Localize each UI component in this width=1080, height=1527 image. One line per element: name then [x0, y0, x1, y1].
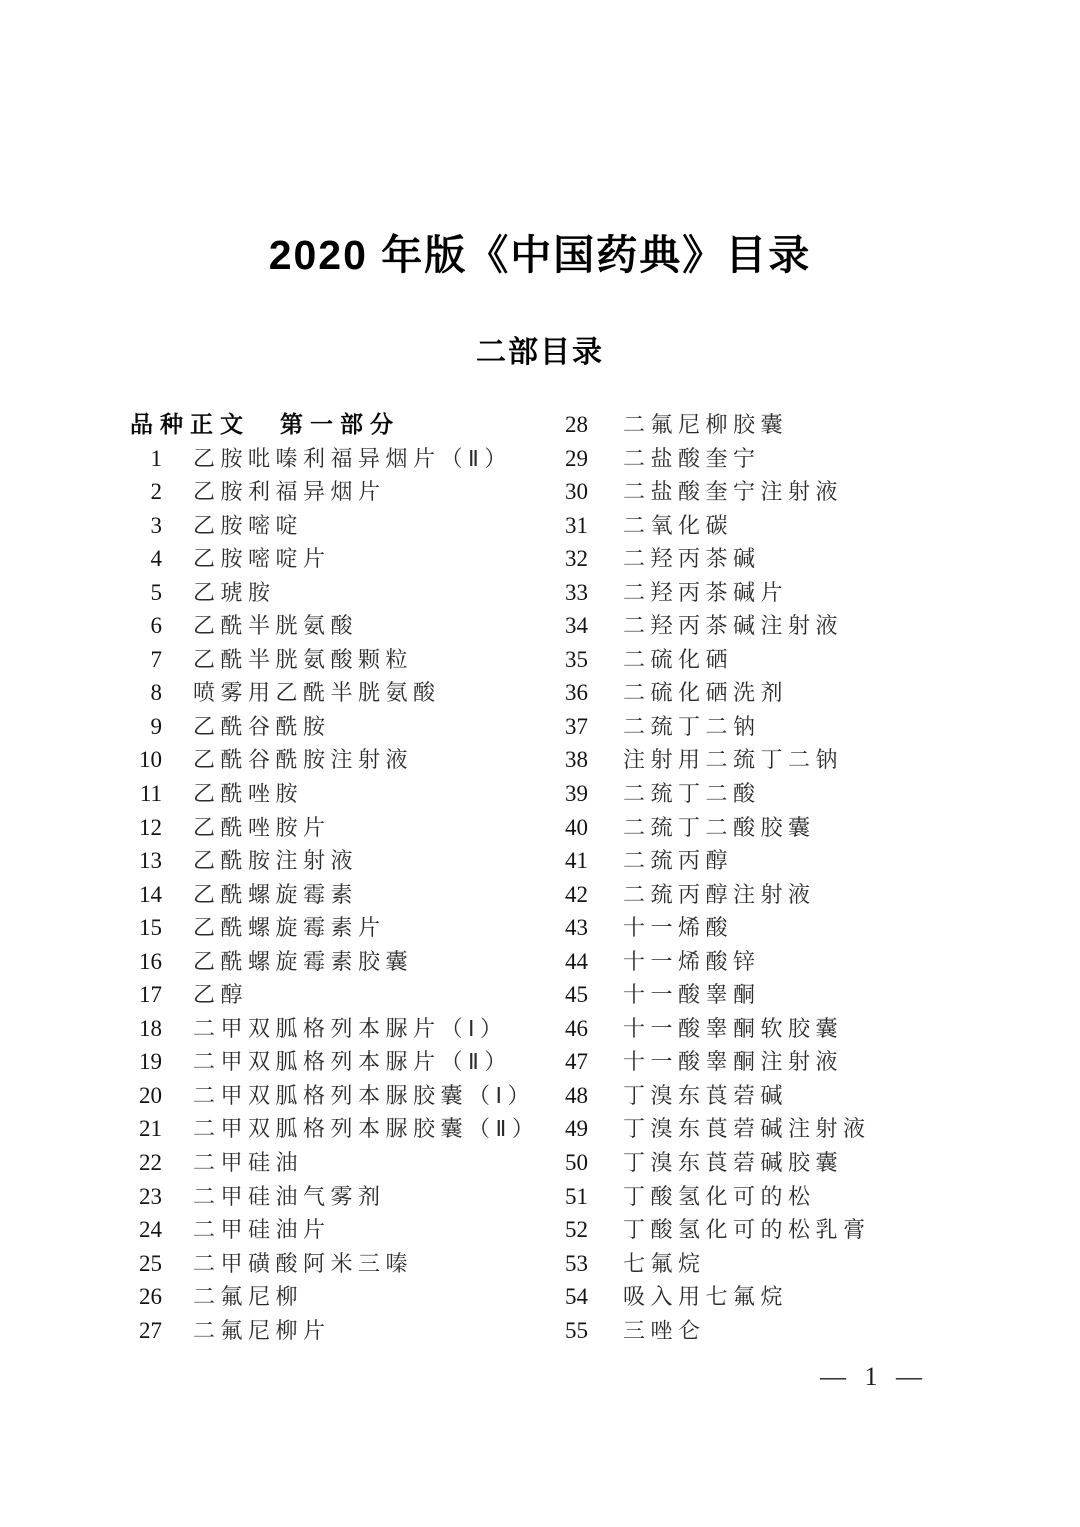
toc-item — [556, 777, 986, 811]
item-number: 33 — [565, 579, 588, 605]
item-number: 16 — [139, 948, 162, 974]
item-name: 丁溴东莨菪碱注射液 — [623, 1116, 871, 1142]
toc-item — [130, 676, 560, 710]
item-name: 二甲硅油气雾剂 — [193, 1183, 386, 1209]
item-name: 喷雾用乙酰半胱氨酸 — [193, 680, 441, 706]
toc-item — [130, 978, 560, 1012]
item-name: 乙醇 — [193, 982, 249, 1008]
item-name: 乙胺利福异烟片 — [193, 479, 386, 505]
item-name: 三唑仑 — [623, 1317, 706, 1343]
item-name: 二甲双胍格列本脲片（Ⅱ） — [193, 1049, 512, 1075]
item-name: 乙酰半胱氨酸颗粒 — [193, 646, 414, 672]
toc-item — [556, 1280, 986, 1314]
toc-item — [556, 978, 986, 1012]
toc-item — [556, 878, 986, 912]
item-name: 十一酸睾酮软胶囊 — [623, 1015, 844, 1041]
toc-item — [130, 542, 560, 576]
toc-item — [130, 1012, 560, 1046]
item-number: 6 — [150, 613, 162, 639]
item-number: 29 — [565, 445, 588, 471]
toc-item — [130, 1213, 560, 1247]
item-name: 二羟丙茶碱 — [623, 546, 761, 572]
item-name: 丁酸氢化可的松乳膏 — [623, 1217, 871, 1243]
toc-item — [556, 609, 986, 643]
item-number: 37 — [565, 713, 588, 739]
item-name: 二羟丙茶碱注射液 — [623, 613, 844, 639]
toc-item — [130, 1280, 560, 1314]
toc-item — [556, 844, 986, 878]
toc-item — [556, 911, 986, 945]
item-name: 二巯丙醇注射液 — [623, 881, 816, 907]
toc-item — [130, 1079, 560, 1113]
item-number: 44 — [565, 948, 588, 974]
item-name: 乙酰半胱氨酸 — [193, 613, 359, 639]
item-number: 39 — [565, 781, 588, 807]
item-name: 二氟尼柳胶囊 — [623, 412, 789, 437]
item-number: 1 — [150, 445, 162, 471]
toc-item — [556, 1247, 986, 1281]
item-number: 43 — [565, 915, 588, 941]
item-name: 丁溴东莨菪碱 — [623, 1082, 789, 1108]
toc-section-header — [130, 408, 560, 442]
toc-item — [130, 743, 560, 777]
toc-item — [556, 442, 986, 476]
item-number: 30 — [565, 479, 588, 505]
item-name: 二甲硅油片 — [193, 1217, 331, 1243]
toc-item — [130, 576, 560, 610]
item-number: 31 — [565, 512, 588, 538]
toc-item — [130, 442, 560, 476]
item-number: 47 — [565, 1049, 588, 1075]
toc-item — [130, 1247, 560, 1281]
item-number: 20 — [139, 1082, 162, 1108]
item-name: 乙酰螺旋霉素 — [193, 881, 359, 907]
item-name: 二甲双胍格列本脲胶囊（Ⅰ） — [193, 1082, 535, 1108]
item-name: 乙酰谷酰胺 — [193, 713, 331, 739]
toc-item — [130, 1314, 560, 1348]
item-number: 36 — [565, 680, 588, 706]
toc-item — [130, 945, 560, 979]
toc-item — [556, 1012, 986, 1046]
toc-item — [130, 878, 560, 912]
toc-item — [556, 1079, 986, 1113]
item-name: 二巯丁二酸胶囊 — [623, 814, 816, 840]
toc-item — [130, 643, 560, 677]
item-number: 14 — [139, 881, 162, 907]
section-header-text: 品种正文 第一部分 — [130, 412, 400, 437]
item-name: 注射用二巯丁二钠 — [623, 747, 844, 773]
item-name: 二巯丁二钠 — [623, 713, 761, 739]
toc-item — [130, 777, 560, 811]
item-name: 吸入用七氟烷 — [623, 1284, 789, 1310]
item-number: 19 — [139, 1049, 162, 1075]
item-name: 二盐酸奎宁注射液 — [623, 479, 844, 505]
volume-subtitle: 二部目录 — [476, 336, 604, 369]
item-name: 二羟丙茶碱片 — [623, 579, 789, 605]
item-name: 二甲磺酸阿米三嗪 — [193, 1250, 414, 1276]
item-name: 二盐酸奎宁 — [623, 445, 761, 471]
item-name: 二氟尼柳 — [193, 1284, 304, 1310]
item-number: 22 — [139, 1150, 162, 1176]
item-number: 18 — [139, 1015, 162, 1041]
item-number: 27 — [139, 1317, 162, 1343]
item-number: 51 — [565, 1183, 588, 1209]
item-name: 丁酸氢化可的松 — [623, 1183, 816, 1209]
item-number: 50 — [565, 1150, 588, 1176]
item-number: 42 — [565, 881, 588, 907]
item-number: 9 — [150, 713, 162, 739]
item-name: 二巯丁二酸 — [623, 781, 761, 807]
item-name: 十一烯酸 — [623, 915, 734, 941]
toc-item — [556, 676, 986, 710]
item-name: 二巯丙醇 — [623, 848, 734, 874]
item-name: 乙酰螺旋霉素胶囊 — [193, 948, 414, 974]
toc-item — [556, 1314, 986, 1348]
item-number: 48 — [565, 1082, 588, 1108]
item-name: 七氟烷 — [623, 1250, 706, 1276]
item-number: 35 — [565, 646, 588, 672]
item-number: 12 — [139, 814, 162, 840]
item-name: 乙酰胺注射液 — [193, 848, 359, 874]
item-number: 10 — [139, 747, 162, 773]
item-name: 二氟尼柳片 — [193, 1317, 331, 1343]
item-number: 23 — [139, 1183, 162, 1209]
item-number: 21 — [139, 1116, 162, 1142]
item-number: 11 — [139, 781, 162, 807]
page-title: 2020 年版《中国药典》目录 — [268, 232, 812, 278]
item-name: 乙胺吡嗪利福异烟片（Ⅱ） — [193, 445, 512, 471]
item-name: 十一酸睾酮 — [623, 982, 761, 1008]
item-number: 32 — [565, 546, 588, 572]
item-name: 乙琥胺 — [193, 579, 276, 605]
toc-item — [130, 811, 560, 845]
toc-item — [130, 509, 560, 543]
toc-item — [556, 945, 986, 979]
toc-item — [130, 911, 560, 945]
item-number: 5 — [150, 579, 162, 605]
page-number: — 1 — — [820, 1362, 928, 1391]
item-number: 38 — [565, 747, 588, 773]
item-number: 40 — [565, 814, 588, 840]
item-number: 15 — [139, 915, 162, 941]
toc-right-column — [556, 408, 986, 1347]
toc-item — [556, 408, 986, 442]
toc-item — [130, 1045, 560, 1079]
item-number: 2 — [150, 479, 162, 505]
item-number: 52 — [565, 1217, 588, 1243]
item-name: 乙酰螺旋霉素片 — [193, 915, 386, 941]
item-number: 53 — [565, 1250, 588, 1276]
item-name: 二硫化硒 — [623, 646, 734, 672]
item-number: 34 — [565, 613, 588, 639]
item-name: 二甲硅油 — [193, 1150, 304, 1176]
item-number: 4 — [150, 546, 162, 572]
toc-item — [556, 1146, 986, 1180]
item-number: 45 — [565, 982, 588, 1008]
item-number: 25 — [139, 1250, 162, 1276]
item-number: 49 — [565, 1116, 588, 1142]
item-number: 7 — [150, 646, 162, 672]
item-name: 十一酸睾酮注射液 — [623, 1049, 844, 1075]
item-number: 26 — [139, 1284, 162, 1310]
toc-item — [556, 811, 986, 845]
toc-item — [130, 710, 560, 744]
toc-item — [556, 1112, 986, 1146]
item-name: 乙酰唑胺片 — [193, 814, 331, 840]
toc-item — [556, 542, 986, 576]
toc-item — [556, 743, 986, 777]
toc-item — [556, 475, 986, 509]
item-name: 二甲双胍格列本脲片（Ⅰ） — [193, 1015, 508, 1041]
item-name: 乙酰谷酰胺注射液 — [193, 747, 414, 773]
toc-left-column — [130, 408, 560, 1347]
item-number: 41 — [565, 848, 588, 874]
toc-item — [556, 710, 986, 744]
item-number: 8 — [150, 680, 162, 706]
toc-item — [130, 1180, 560, 1214]
item-name: 丁溴东莨菪碱胶囊 — [623, 1150, 844, 1176]
toc-item — [556, 576, 986, 610]
item-number: 54 — [565, 1284, 588, 1310]
toc-item — [556, 1213, 986, 1247]
item-number: 28 — [565, 412, 588, 437]
item-name: 二甲双胍格列本脲胶囊（Ⅱ） — [193, 1116, 540, 1142]
item-number: 3 — [150, 512, 162, 538]
item-number: 17 — [139, 982, 162, 1008]
toc-item — [130, 475, 560, 509]
toc-item — [130, 1112, 560, 1146]
item-number: 24 — [139, 1217, 162, 1243]
item-name: 十一烯酸锌 — [623, 948, 761, 974]
item-name: 乙胺嘧啶 — [193, 512, 304, 538]
item-number: 46 — [565, 1015, 588, 1041]
toc-item — [556, 643, 986, 677]
toc-item — [556, 509, 986, 543]
item-name: 二氧化碳 — [623, 512, 734, 538]
item-number: 13 — [139, 848, 162, 874]
toc-item — [130, 609, 560, 643]
toc-item — [556, 1180, 986, 1214]
item-name: 乙胺嘧啶片 — [193, 546, 331, 572]
item-name: 二硫化硒洗剂 — [623, 680, 789, 706]
toc-item — [130, 1146, 560, 1180]
item-name: 乙酰唑胺 — [193, 781, 304, 807]
toc-item — [556, 1045, 986, 1079]
toc-item — [130, 844, 560, 878]
item-number: 55 — [565, 1317, 588, 1343]
